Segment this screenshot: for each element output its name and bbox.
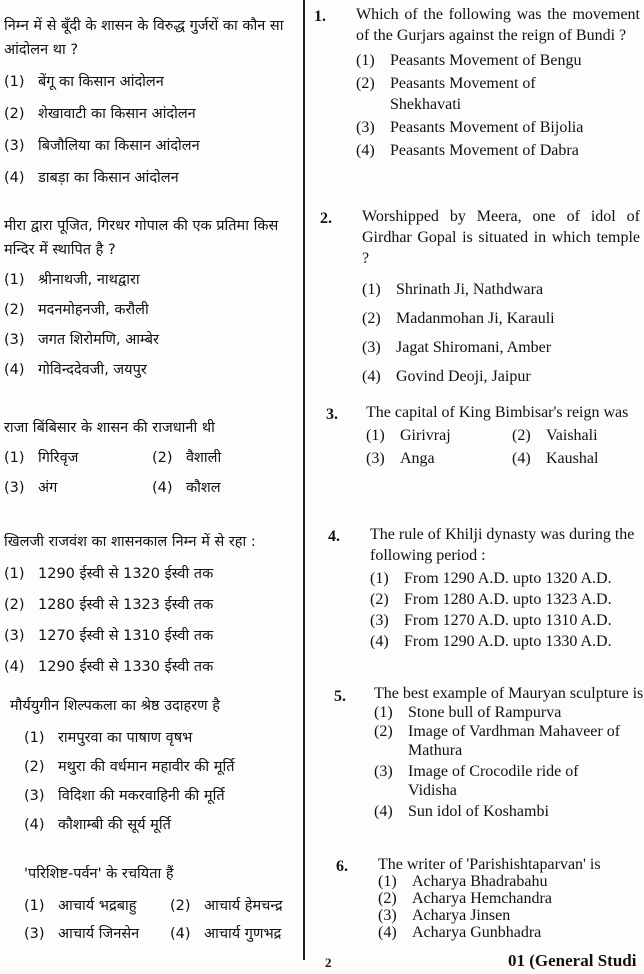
option: (2) मथुरा की वर्धमान महावीर की मूर्ति	[24, 759, 235, 775]
hindi-question-1	[4, 14, 296, 190]
question-text: मीरा द्वारा पूजित, गिरधर गोपाल की एक प्रतिमा किस मन्दिर में स्थापित है ?	[4, 218, 279, 258]
question-text: Which of the following was the movement of the Gurjars against the reign of Bundi ?	[356, 6, 640, 44]
option: (4) 1290 ईस्वी से 1330 ईस्वी तक	[4, 659, 214, 675]
question-text: राजा बिंबिसार के शासन की राजधानी थी	[4, 420, 215, 436]
column-divider	[303, 0, 305, 960]
option: (3) विदिशा की मकरवाहिनी की मूर्ति	[24, 788, 225, 804]
question-number: 6.	[336, 858, 348, 875]
option: (2) Image of Vardhman Mahaveer of Mathura	[374, 723, 621, 759]
english-question-6	[306, 854, 644, 950]
option: (3) 1270 ईस्वी से 1310 ईस्वी तक	[4, 628, 214, 644]
option: (1) Acharya Bhadrabahu	[378, 873, 548, 890]
option: (1) Peasants Movement of Bengu	[356, 52, 582, 69]
english-question-2	[306, 206, 644, 396]
question-text: The capital of King Bimbisar's reign was	[366, 404, 629, 421]
option: (4) आचार्य गुणभद्र	[170, 926, 282, 942]
question-text: 'परिशिष्ट-पर्वन' के रचयिता हैं	[24, 866, 174, 882]
option: (4) Acharya Gunbhadra	[378, 924, 542, 941]
option: (4) गोविन्ददेवजी, जयपुर	[4, 362, 147, 378]
option: (3) Peasants Movement of Bijolia	[356, 119, 584, 136]
option: (2) Acharya Hemchandra	[378, 890, 552, 907]
page-number: 2	[325, 955, 332, 970]
hindi-question-6	[24, 862, 300, 946]
option: (1) बेंगू का किसान आंदोलन	[4, 74, 164, 90]
option: (4) कौशल	[152, 480, 221, 496]
question-number: 2.	[320, 210, 332, 227]
option: (2) मदनमोहनजी, करौली	[4, 302, 149, 318]
question-text: मौर्ययुगीन शिल्पकला का श्रेष्ठ उदाहरण है	[10, 698, 220, 714]
option: (4) डाबड़ा का किसान आंदोलन	[4, 170, 179, 186]
option: (1) Stone bull of Rampurva	[374, 704, 562, 721]
option: (3) अंग	[4, 480, 58, 496]
option: (1) From 1290 A.D. upto 1320 A.D.	[370, 570, 612, 587]
option: (1) 1290 ईस्वी से 1320 ईस्वी तक	[4, 566, 214, 582]
option: (4) Peasants Movement of Dabra	[356, 142, 579, 159]
option: (3) Image of Crocodile ride of Vidisha	[374, 763, 579, 799]
option: (3) From 1270 A.D. upto 1310 A.D.	[370, 612, 612, 629]
paper-code: 01 (General Studi	[508, 951, 637, 970]
option: (2) Madanmohan Ji, Karauli	[362, 310, 555, 327]
option: (2) Vaishali	[512, 427, 598, 444]
question-number: 1.	[314, 8, 326, 25]
hindi-question-2	[4, 214, 296, 382]
option: (2) वैशाली	[152, 450, 222, 466]
option: (1) रामपुरवा का पाषाण वृषभ	[24, 730, 193, 746]
option: (4) Sun idol of Koshambi	[374, 803, 549, 820]
question-number: 4.	[328, 528, 340, 545]
option: (3) बिजौलिया का किसान आंदोलन	[4, 138, 200, 154]
option: (1) श्रीनाथजी, नाथद्वारा	[4, 272, 140, 288]
hindi-question-3	[4, 416, 296, 500]
question-text: The rule of Khilji dynasty was during the following period :	[370, 526, 635, 564]
option: (2) Peasants Movement of Shekhavati	[356, 75, 536, 113]
question-text: The writer of 'Parishishtaparvan' is	[378, 856, 601, 873]
hindi-question-4	[4, 530, 296, 679]
option: (4) Kaushal	[512, 450, 599, 467]
option: (2) From 1280 A.D. upto 1323 A.D.	[370, 591, 612, 608]
english-question-3	[306, 402, 644, 502]
option: (2) 1280 ईस्वी से 1323 ईस्वी तक	[4, 597, 214, 613]
option: (4) From 1290 A.D. upto 1330 A.D.	[370, 633, 612, 650]
option: (4) Govind Deoji, Jaipur	[362, 368, 531, 385]
option: (3) आचार्य जिनसेन	[24, 926, 140, 942]
option: (1) Girivraj	[366, 427, 451, 444]
question-number: 3.	[326, 406, 338, 423]
question-text: The best example of Mauryan sculpture is	[374, 685, 644, 702]
english-question-5	[306, 684, 644, 848]
option: (2) शेखावाटी का किसान आंदोलन	[4, 106, 196, 122]
option: (2) आचार्य हेमचन्द्र	[170, 898, 283, 914]
option: (3) Jagat Shiromani, Amber	[362, 339, 552, 356]
question-text: निम्न में से बूँदी के शासन के विरुद्ध गुर्जरों का कौन सा आंदोलन था ?	[4, 18, 284, 58]
english-question-4	[306, 524, 644, 664]
option: (3) Anga	[366, 450, 435, 467]
option: (4) कौशाम्बी की सूर्य मूर्ति	[24, 817, 171, 833]
option: (1) आचार्य भद्रबाहु	[24, 898, 137, 914]
option: (1) गिरिवृज	[4, 450, 79, 466]
option: (3) Acharya Jinsen	[378, 907, 511, 924]
hindi-question-5	[10, 694, 296, 837]
option: (3) जगत शिरोमणि, आम्बेर	[4, 332, 159, 348]
question-text: खिलजी राजवंश का शासनकाल निम्न में से रहा :	[4, 534, 256, 550]
english-question-1	[306, 4, 644, 194]
question-number: 5.	[334, 688, 346, 705]
question-text: Worshipped by Meera, one of idol of Girdhar Gopal is situated in which temple ?	[362, 208, 640, 267]
option: (1) Shrinath Ji, Nathdwara	[362, 281, 544, 298]
